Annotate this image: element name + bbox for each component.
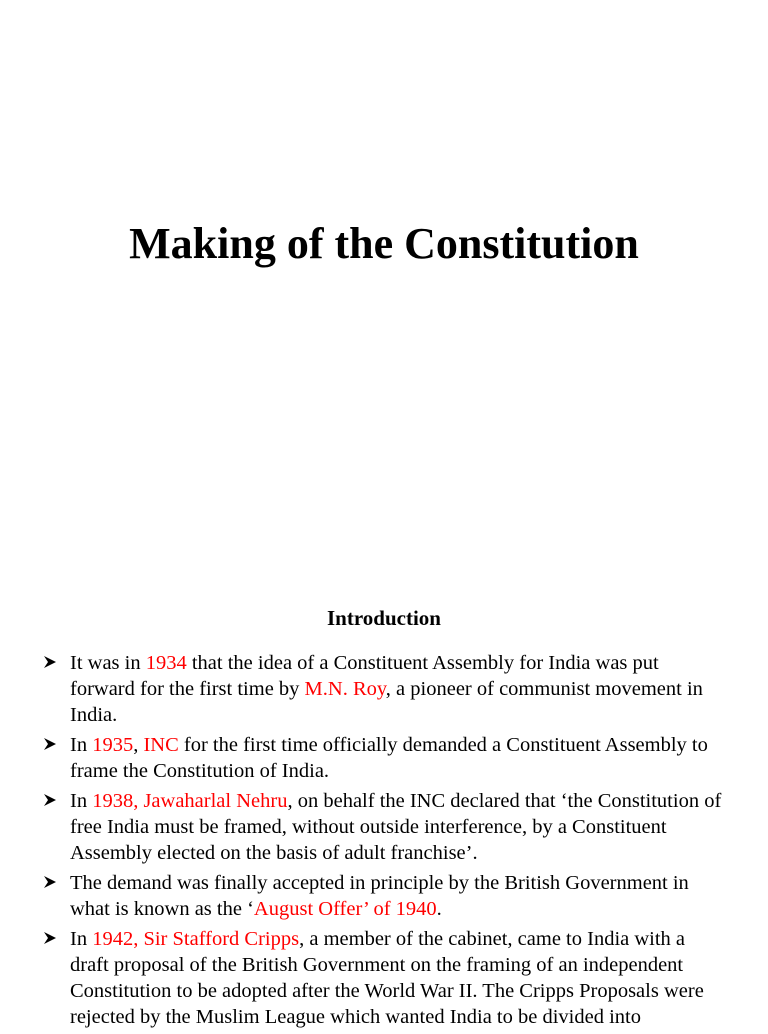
arrow-bullet-icon [42,650,58,676]
bullet-text: It was in [70,652,146,674]
bullet-text: , on behalf the INC declared that ‘the Constitution of free India must be framed, without outside interference, by a Constituent Assembly elected on the basis of adult franchise’. [70,790,722,864]
highlight-text: August Offer’ of 1940 [253,898,437,920]
bullet-text: The demand was finally accepted in principle by the British Government in what is known as the ‘ [70,872,689,920]
section-heading-introduction: Introduction [327,606,441,630]
bullet-text: , [133,734,144,756]
bullet-text: In [70,928,93,950]
bullet-item [0,870,768,922]
highlight-text: 1938, Jawaharlal Nehru [92,790,288,812]
bullet-text: , a member of the cabinet, came to India with a draft proposal of the British Government on the framing of an independent Constitution to be adopted after the World War II. The Cripps Proposals were rejected by the Muslim League which wanted India to be divided into [70,928,704,1028]
bullet-list [0,650,768,1034]
bullet-text: . [436,898,442,920]
bullet-text: In [70,790,93,812]
highlight-text: M.N. Roy [304,678,386,700]
bullet-text: , a pioneer of communist movement in India. [70,678,703,726]
arrow-bullet-icon [42,926,58,952]
bullet-item [0,732,768,784]
bullet-item [0,650,768,728]
bullet-text: In [70,734,93,756]
arrow-bullet-icon [42,788,58,814]
bullet-item [0,926,768,1030]
highlight-text: 1935 [92,734,134,756]
bullet-text: that the idea of a Constituent Assembly for India was put forward for the first time by [70,652,659,700]
bullet-text: for the first time officially demanded a Constituent Assembly to frame the Constitution of India. [70,734,708,782]
bullet-item [0,788,768,866]
arrow-bullet-icon [42,732,58,758]
highlight-text: 1942, Sir Stafford Cripps [92,928,300,950]
arrow-bullet-icon [42,870,58,896]
highlight-text: INC [143,734,179,756]
page-title: Making of the Constitution [129,219,639,268]
highlight-text: 1934 [145,652,187,674]
